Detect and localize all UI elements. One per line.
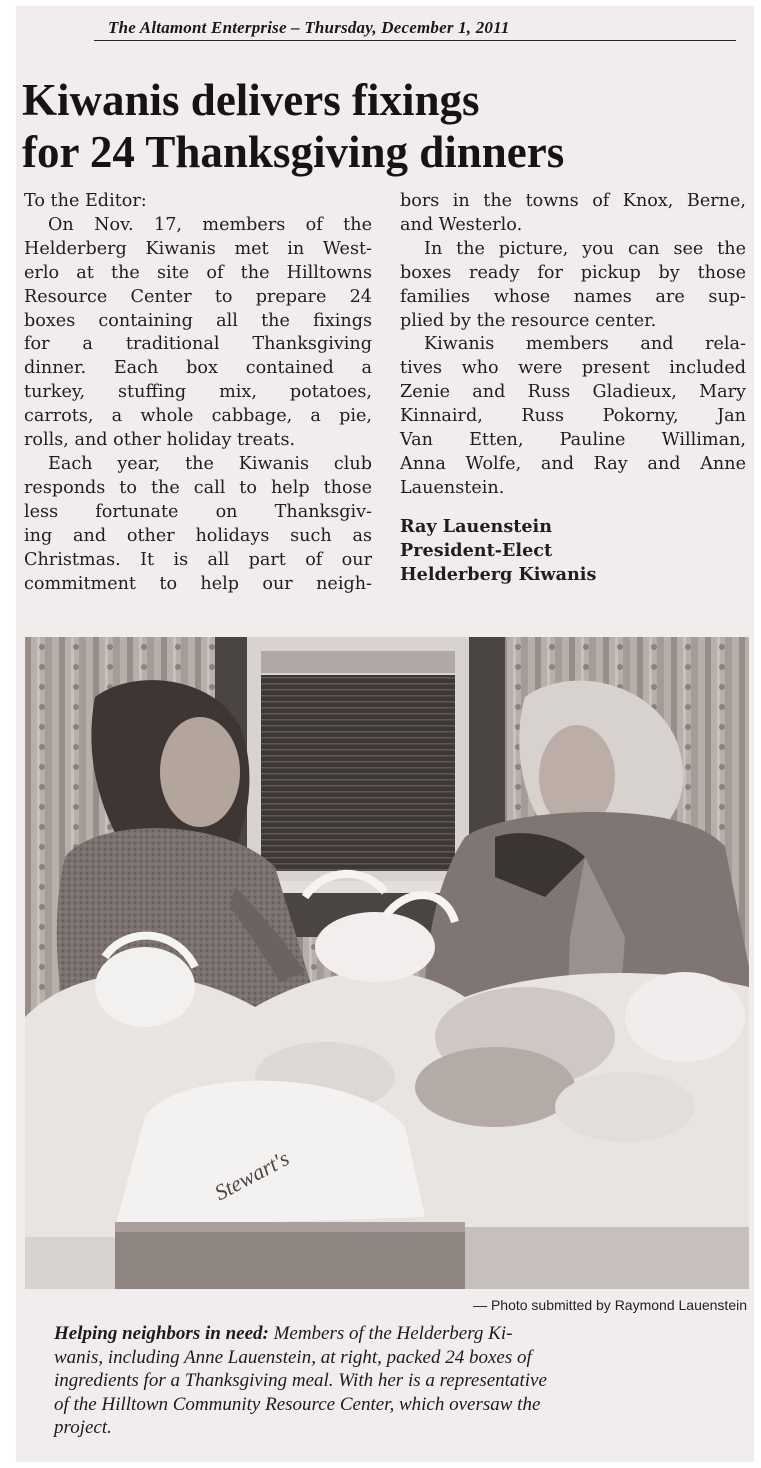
headline-line-1: Kiwanis delivers fixings: [22, 75, 480, 125]
caption-text: Members of the Helderberg Ki-: [273, 1323, 513, 1344]
body-line: Kinnaird, Russ Pokorny, Jan: [400, 406, 746, 427]
body-line: erlo at the site of the Hilltowns: [24, 262, 372, 283]
body-line: tives who were present included: [400, 358, 746, 379]
signature-name: Ray Lauenstein: [400, 515, 553, 537]
signature-org: Helderberg Kiwanis: [400, 563, 597, 585]
body-line: bors in the towns of Knox, Berne,: [400, 191, 746, 211]
body-line: Zenie and Russ Gladieux, Mary: [400, 382, 746, 403]
signature-block: [400, 515, 746, 587]
body-line: Helderberg Kiwanis met in West-: [24, 238, 372, 259]
body-line: Christmas. It is all part of our: [24, 549, 372, 570]
body-line: families whose names are sup-: [400, 286, 746, 307]
news-photo: [25, 637, 749, 1289]
caption-text: ingredients for a Thanksgiving meal. With her is a representative: [54, 1370, 547, 1391]
masthead-rule: [94, 40, 736, 41]
body-line: Anna Wolfe, and Ray and Anne: [400, 453, 746, 474]
body-line: Kiwanis members and rela-: [424, 334, 746, 355]
body-line: plied by the resource center.: [400, 310, 657, 331]
body-line: Resource Center to prepare 24: [24, 286, 372, 307]
body-line: dinner. Each box contained a: [24, 358, 372, 379]
caption-text: wanis, including Anne Lauenstein, at right, packed 24 boxes of: [54, 1346, 532, 1368]
salutation: To the Editor:: [24, 191, 147, 211]
photo-credit: — Photo submitted by Raymond Lauenstein: [473, 1297, 747, 1313]
caption-text: project.: [54, 1417, 112, 1438]
body-line: In the picture, you can see the: [424, 238, 746, 259]
body-line: boxes containing all the fixings: [24, 310, 372, 331]
body-line: commitment to help our neigh-: [24, 573, 372, 594]
photo-caption: [54, 1322, 724, 1440]
headline-line-2: for 24 Thanksgiving dinners: [22, 127, 565, 177]
letter-column-right: [400, 190, 746, 587]
masthead: The Altamont Enterprise – Thursday, December 1, 2011: [108, 18, 510, 37]
body-line: turkey, stuffing mix, potatoes,: [24, 382, 372, 403]
body-line: ing and other holidays such as: [24, 525, 372, 546]
headline: [22, 74, 742, 178]
body-line: On Nov. 17, members of the: [48, 214, 372, 235]
signature-title: President-Elect: [400, 539, 553, 561]
body-line: Each year, the Kiwanis club: [48, 453, 372, 474]
body-line: responds to the call to help those: [24, 477, 372, 498]
body-line: for a traditional Thanksgiving: [24, 334, 372, 355]
body-line: and Westerlo.: [400, 214, 523, 235]
caption-lead: Helping neighbors in need:: [54, 1323, 269, 1344]
body-line: Lauenstein.: [400, 477, 505, 498]
body-line: less fortunate on Thanksgiv-: [24, 501, 372, 522]
body-line: Van Etten, Pauline Williman,: [400, 430, 746, 451]
body-line: boxes ready for pickup by those: [400, 262, 746, 283]
body-line: rolls, and other holiday treats.: [24, 430, 296, 451]
photo-illustration: [25, 637, 749, 1289]
caption-text: of the Hilltown Community Resource Center, which oversaw the: [54, 1393, 541, 1415]
bag-print-text: Stewart's: [210, 1145, 294, 1206]
letter-column-left: [24, 190, 372, 596]
body-line: carrots, a whole cabbage, a pie,: [24, 406, 372, 427]
